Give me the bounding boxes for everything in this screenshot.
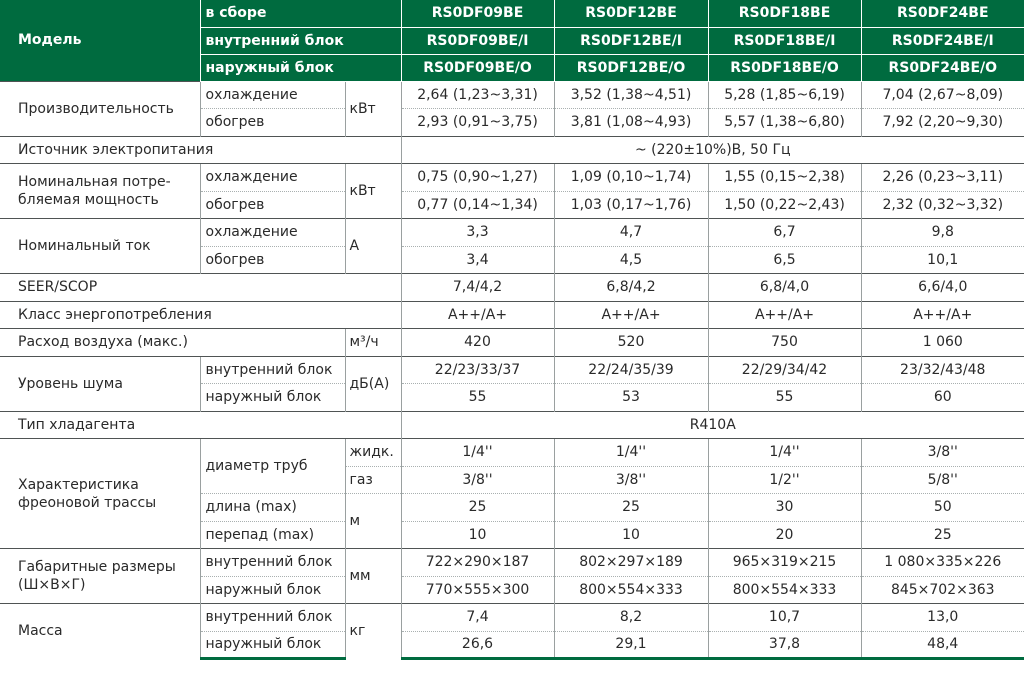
label-power-input-line1: Номинальная потре- [18,174,171,190]
value-cell: 22/29/34/42 [708,356,861,384]
model-header: Модель [0,0,200,81]
row-power-cooling [0,164,1024,192]
value-cell: 30 [708,494,861,522]
value-cell: 520 [554,329,708,357]
value-cell: 2,93 (0,91~3,75) [401,109,554,137]
sub-header-indoor: внутренний блок [200,27,401,54]
value-cell: А++/А+ [861,301,1024,329]
sub-header-outdoor: наружный блок [200,54,401,81]
value-cell: 2,64 (1,23~3,31) [401,81,554,109]
value-cell: 6,6/4,0 [861,274,1024,302]
label-dims-line1: Габаритные размеры [18,559,176,575]
value-cell: 10,7 [708,604,861,632]
value-cell: 10 [554,521,708,549]
value-cell: А++/А+ [554,301,708,329]
row-power-supply [0,136,1024,164]
model-code: RS0DF09BE/O [401,54,554,81]
row-seer [0,274,1024,302]
value-cell: 9,8 [861,219,1024,247]
sub-heating: обогрев [200,246,345,274]
model-code: RS0DF24BE [861,0,1024,27]
value-cell: 50 [861,494,1024,522]
value-cell: 7,04 (2,67~8,09) [861,81,1024,109]
sub-indoor: внутренний блок [200,549,345,577]
value-cell: 965×319×215 [708,549,861,577]
value-cell: 4,7 [554,219,708,247]
row-dims-indoor [0,549,1024,577]
value-cell: 0,77 (0,14~1,34) [401,191,554,219]
value-cell: 3/8'' [401,466,554,494]
sub-pipe-diameter: диаметр труб [200,439,345,494]
model-code: RS0DF12BE/I [554,27,708,54]
sub-cooling: охлаждение [200,219,345,247]
model-code: RS0DF24BE/O [861,54,1024,81]
value-cell: 25 [401,494,554,522]
row-mass-indoor [0,604,1024,632]
label-airflow: Расход воздуха (макс.) [0,329,345,357]
label-piping [0,439,200,549]
value-cell: 750 [708,329,861,357]
value-cell: 6,8/4,0 [708,274,861,302]
label-mass: Масса [0,604,200,659]
label-capacity: Производительность [0,81,200,136]
label-energy-class: Класс энергопотребления [0,301,401,329]
value-cell: 800×554×333 [708,576,861,604]
value-cell: 1,55 (0,15~2,38) [708,164,861,192]
value-cell: 6,7 [708,219,861,247]
value-cell: 48,4 [861,631,1024,659]
value-cell: 26,6 [401,631,554,659]
value-cell: 7,4/4,2 [401,274,554,302]
value-cell: 2,32 (0,32~3,32) [861,191,1024,219]
row-refrigerant [0,411,1024,439]
model-code: RS0DF18BE/I [708,27,861,54]
value-cell: 10 [401,521,554,549]
value-cell: 6,5 [708,246,861,274]
unit-m3h: м³/ч [345,329,401,357]
value-cell: 1/4'' [708,439,861,467]
unit-m: м [345,494,401,549]
value-cell: 3,4 [401,246,554,274]
sub-cooling: охлаждение [200,164,345,192]
label-piping-line2: фреоновой трассы [18,494,157,511]
value-cell: 3,52 (1,38~4,51) [554,81,708,109]
value-cell: 23/32/43/48 [861,356,1024,384]
value-cell: 7,92 (2,20~9,30) [861,109,1024,137]
value-cell: 55 [708,384,861,412]
row-airflow [0,329,1024,357]
sub-heating: обогрев [200,109,345,137]
value-cell: 722×290×187 [401,549,554,577]
sub-indoor: внутренний блок [200,356,345,384]
label-power-supply: Источник электропитания [0,136,401,164]
value-cell: 7,4 [401,604,554,632]
value-refrigerant: R410A [401,411,1024,439]
value-cell: 5,28 (1,85~6,19) [708,81,861,109]
label-power-input-line2: бляемая мощность [18,192,159,208]
row-noise-indoor [0,356,1024,384]
value-cell: 800×554×333 [554,576,708,604]
value-cell: 37,8 [708,631,861,659]
row-capacity-cooling [0,81,1024,109]
unit-kg: кг [345,604,401,659]
value-cell: 1 060 [861,329,1024,357]
value-cell: А++/А+ [708,301,861,329]
model-code: RS0DF12BE [554,0,708,27]
sub-liquid: жидк. [345,439,401,467]
value-cell: 2,26 (0,23~3,11) [861,164,1024,192]
sub-heating: обогрев [200,191,345,219]
model-code: RS0DF12BE/O [554,54,708,81]
value-cell: 802×297×189 [554,549,708,577]
sub-cooling: охлаждение [200,81,345,109]
model-code: RS0DF24BE/I [861,27,1024,54]
model-code: RS0DF18BE/O [708,54,861,81]
value-cell: 3,81 (1,08~4,93) [554,109,708,137]
value-cell: 1 080×335×226 [861,549,1024,577]
value-cell: 22/23/33/37 [401,356,554,384]
label-piping-line1: Характеристика [18,476,139,493]
model-code: RS0DF18BE [708,0,861,27]
label-noise: Уровень шума [0,356,200,411]
value-cell: 770×555×300 [401,576,554,604]
sub-outdoor: наружный блок [200,384,345,412]
header-row-assembly [0,0,1024,27]
unit-amp: А [345,219,401,274]
unit-db: дБ(А) [345,356,401,411]
label-current: Номинальный ток [0,219,200,274]
unit-kw: кВт [345,164,401,219]
unit-kw: кВт [345,81,401,136]
value-cell: 25 [861,521,1024,549]
value-cell: 25 [554,494,708,522]
sub-outdoor: наружный блок [200,631,345,659]
value-cell: 13,0 [861,604,1024,632]
value-cell: 420 [401,329,554,357]
value-cell: 20 [708,521,861,549]
unit-mm: мм [345,549,401,604]
sub-height-diff: перепад (max) [200,521,345,549]
value-cell: 845×702×363 [861,576,1024,604]
value-cell: 0,75 (0,90~1,27) [401,164,554,192]
value-cell: 60 [861,384,1024,412]
label-dims [0,549,200,604]
value-cell: 6,8/4,2 [554,274,708,302]
model-code: RS0DF09BE [401,0,554,27]
value-cell: 1,50 (0,22~2,43) [708,191,861,219]
value-cell: 8,2 [554,604,708,632]
row-current-cooling [0,219,1024,247]
value-cell: 1,03 (0,17~1,76) [554,191,708,219]
value-cell: 10,1 [861,246,1024,274]
sub-header-assembly: в сборе [200,0,401,27]
label-power-input [0,164,200,219]
label-seer: SEER/SCOP [0,274,401,302]
label-refrigerant: Тип хладагента [0,411,401,439]
value-cell: 1/4'' [401,439,554,467]
value-power-supply: ~ (220±10%)В, 50 Гц [401,136,1024,164]
sub-length: длина (max) [200,494,345,522]
value-cell: 3,3 [401,219,554,247]
sub-gas: газ [345,466,401,494]
value-cell: 1,09 (0,10~1,74) [554,164,708,192]
value-cell: 5,57 (1,38~6,80) [708,109,861,137]
sub-outdoor: наружный блок [200,576,345,604]
sub-indoor: внутренний блок [200,604,345,632]
value-cell: 53 [554,384,708,412]
value-cell: 3/8'' [554,466,708,494]
value-cell: 29,1 [554,631,708,659]
row-energy-class [0,301,1024,329]
label-dims-line2: (Ш×В×Г) [18,577,86,593]
row-pipe-liquid [0,439,1024,467]
value-cell: 3/8'' [861,439,1024,467]
value-cell: 1/2'' [708,466,861,494]
value-cell: 4,5 [554,246,708,274]
value-cell: 1/4'' [554,439,708,467]
value-cell: 55 [401,384,554,412]
value-cell: 22/24/35/39 [554,356,708,384]
value-cell: А++/А+ [401,301,554,329]
model-code: RS0DF09BE/I [401,27,554,54]
value-cell: 5/8'' [861,466,1024,494]
